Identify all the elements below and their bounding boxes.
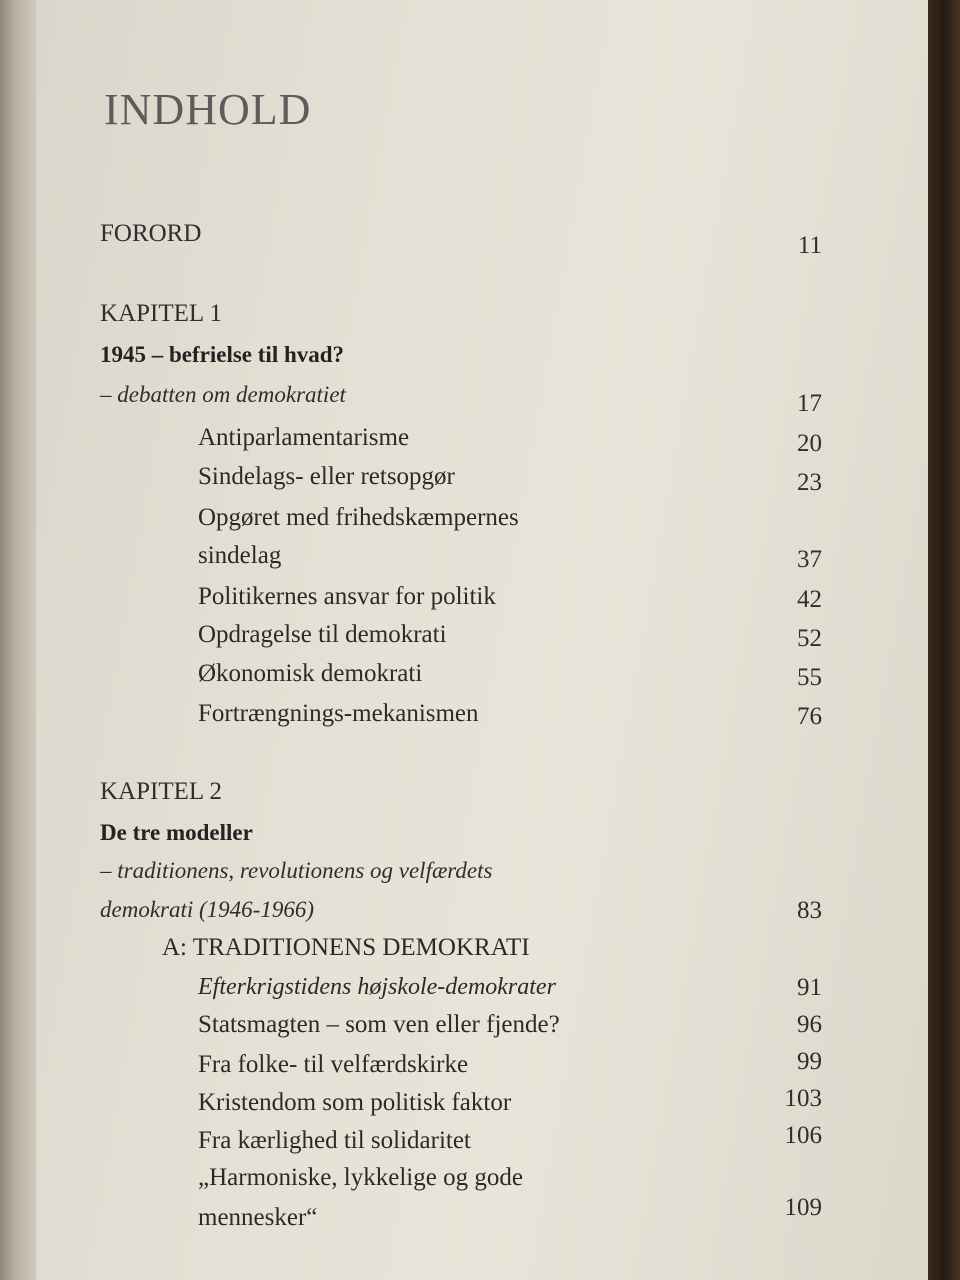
toc-entry-page: 76: [797, 703, 822, 730]
toc-entry-label: Sindelags- eller retsopgør: [198, 463, 455, 490]
toc-entry-label: Antiparlamentarisme: [198, 424, 410, 451]
toc-entry-label: Kristendom som politisk faktor: [198, 1089, 512, 1116]
chapter2-subtitle-line2: demokrati (1946-1966): [100, 897, 314, 922]
toc-entry-page: 52: [797, 625, 822, 652]
chapter1-heading: KAPITEL 1: [100, 300, 222, 327]
toc-entry-label-line1: Opgøret med frihedskæmpernes: [198, 504, 519, 531]
toc-entry-label-line1: „Harmoniske, lykkelige og gode: [198, 1164, 523, 1191]
toc-entry-label-line2: sindelag: [198, 542, 282, 569]
chapter1-page: 17: [797, 390, 822, 417]
toc-entry-page: 96: [797, 1011, 822, 1038]
toc-entry-label: Efterkrigstidens højskole-demokrater: [198, 974, 556, 1000]
toc-entry-label: Fortrængnings-mekanismen: [198, 700, 479, 727]
toc-entry-label: Politikernes ansvar for politik: [198, 583, 496, 610]
chapter2-subtitle-line1: – traditionens, revolutionens og velfærdets: [100, 858, 493, 883]
book-page: [36, 0, 928, 1280]
chapter1-title: 1945 – befrielse til hvad?: [100, 342, 345, 367]
toc-entry-page: 99: [797, 1048, 822, 1075]
page-title: INDHOLD: [104, 85, 312, 134]
chapter2-page: 83: [797, 897, 822, 924]
toc-entry-label-line2: mennesker“: [198, 1204, 318, 1231]
toc-entry-page: 109: [784, 1194, 822, 1221]
toc-entry-page: 23: [797, 469, 822, 496]
toc-entry-page: 37: [797, 546, 822, 573]
section-heading: A: TRADITIONENS DEMOKRATI: [162, 934, 530, 961]
toc-entry-page: 55: [797, 664, 822, 691]
toc-entry-label: Fra kærlighed til solidaritet: [198, 1127, 471, 1154]
toc-entry-page: 106: [784, 1122, 822, 1149]
toc-entry-label: Statsmagten – som ven eller fjende?: [198, 1011, 560, 1038]
toc-entry-page: 91: [797, 974, 822, 1001]
chapter1-subtitle: – debatten om demokratiet: [100, 382, 346, 407]
wooden-table-edge: [928, 0, 960, 1280]
toc-entry-page: 103: [784, 1085, 822, 1112]
toc-entry-page: 20: [797, 430, 822, 457]
toc-entry-label: Opdragelse til demokrati: [198, 621, 447, 648]
chapter2-heading: KAPITEL 2: [100, 778, 222, 805]
forord-label: FORORD: [100, 220, 202, 247]
toc-entry-label: Fra folke- til velfærdskirke: [198, 1051, 469, 1078]
toc-entry-label: Økonomisk demokrati: [198, 660, 423, 687]
chapter2-title: De tre modeller: [100, 820, 253, 845]
toc-entry-page: 42: [797, 586, 822, 613]
forord-page: 11: [797, 232, 822, 259]
book-spine-edge: [0, 0, 36, 1280]
